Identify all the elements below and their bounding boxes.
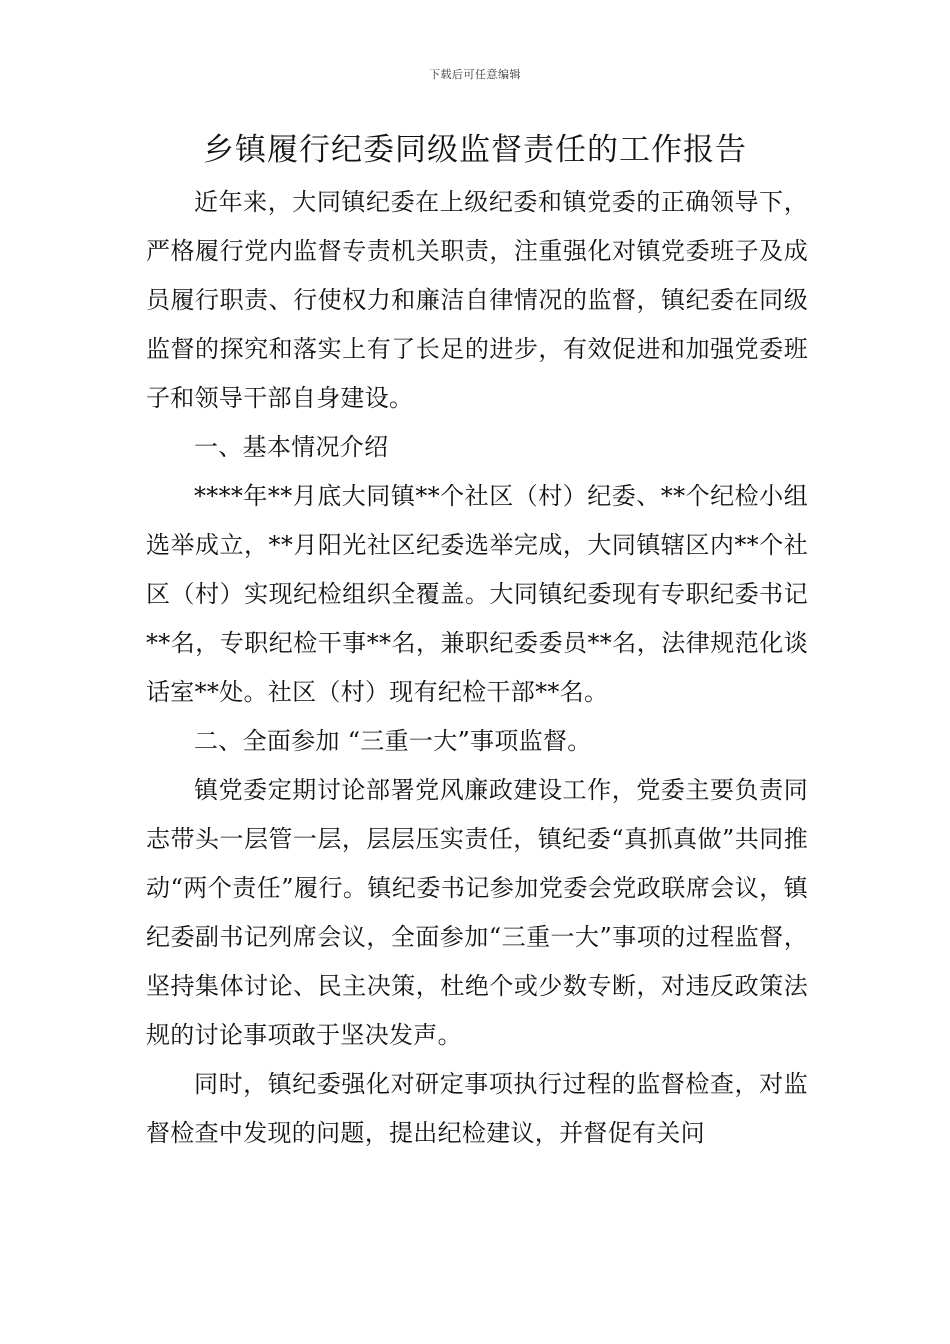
document-title: 乡镇履行纪委同级监督责任的工作报告 (203, 132, 747, 168)
section-heading-1: 一、基本情况介绍 (194, 433, 389, 461)
paragraph-supervision: 同时，镇纪委强化对研定事项执行过程的监督检查，对监督检查中发现的问题，提出纪检建议，并督促有关问 (146, 1070, 808, 1147)
paragraph-basic-info: ****年**月底大同镇**个社区（村）纪委、**个纪检小组选举成立，**月阳光社区纪委选举完成，大同镇辖区内**个社区（村）实现纪检组织全覆盖。大同镇纪委现有专职纪委书记**名，专职纪检干事**名，兼职纪委委员**名，法律规范化谈话室**处。社区（村）现有纪检干部**名。 (146, 482, 808, 706)
paragraph-party-committee: 镇党委定期讨论部署党风廉政建设工作，党委主要负责同志带头一层管一层，层层压实责任，镇纪委“真抓真做”共同推动“两个责任”履行。镇纪委书记参加党委会党政联席会议，镇纪委副书记列席会议，全面参加“三重一大”事项的过程监督，坚持集体讨论、民主决策，杜绝个或少数专断，对违反政策法规的讨论事项敢于坚决发声。 (146, 776, 808, 1049)
document-body (146, 178, 808, 1158)
download-note: 下载后可任意编辑 (429, 68, 521, 81)
section-heading-2: 二、全面参加 “三重一大”事项监督。 (194, 727, 592, 755)
paragraph-intro: 近年来，大同镇纪委在上级纪委和镇党委的正确领导下，严格履行党内监督专责机关职责，注重强化对镇党委班子及成员履行职责、行使权力和廉洁自律情况的监督，镇纪委在同级监督的探究和落实上有了长足的进步，有效促进和加强党委班子和领导干部自身建设。 (146, 188, 808, 412)
